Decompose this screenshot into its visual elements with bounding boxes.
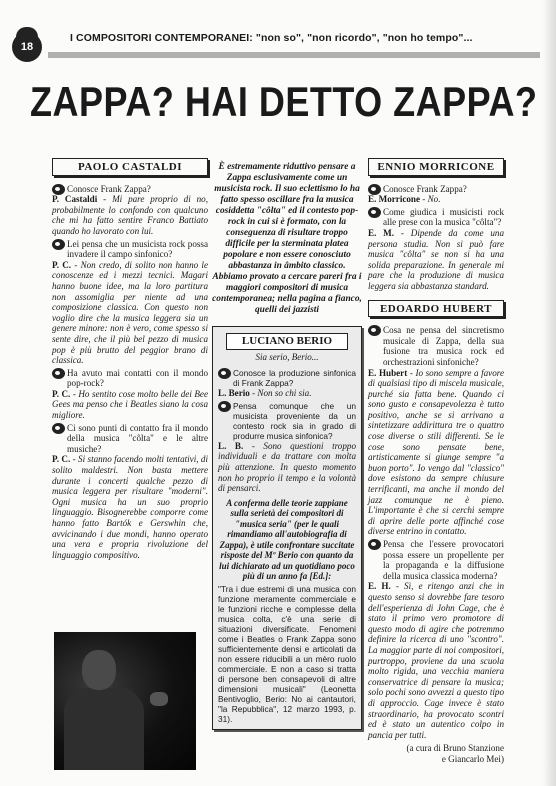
answer-text: - Si stanno facendo molti tentativi, di solito maldestri. Non basta mettere durante i concerti qualche pezzo di musica leggera per risultare "moderni". Ogni musica ha un suo proprio linguaggio. Bisognerebbe comporre come hanno fatto Bartók e Gerswhin che, avvicinando i due mondi, hanno operato una vera e propria rivoluzione del linguaggio compositivo. [52, 454, 208, 560]
answer-text: - Dipende da come una persona studia. Non si può fare musica "côlta" se non si ha una solida preparazione. In generale mi pare che la produzione di musica leggera sia abbastanza standard. [368, 227, 504, 291]
question-bullet-icon [368, 207, 381, 218]
question-text: Come giudica i musicisti rock alle prese con la musica "côlta"? [383, 206, 504, 228]
question-bullet-icon [218, 401, 231, 412]
qa-item [368, 184, 504, 205]
question-text: Ha avuto mai contatti con il mondo pop-rock? [67, 367, 208, 389]
berio-name-box: LUCIANO BERIO [226, 333, 348, 350]
qa-item [52, 184, 208, 237]
middle-column [212, 162, 362, 730]
answer-text: - Non so chi sia. [249, 388, 312, 399]
header-rule [48, 52, 540, 58]
morricone-name-box: ENNIO MORRICONE [368, 158, 504, 176]
berio-box [212, 326, 362, 730]
qa-item [52, 239, 208, 366]
page-edge-shadow [542, 0, 556, 786]
question-text: Lei pensa che un musicista rock possa invadere il campo sinfonico? [67, 238, 208, 260]
question-bullet-icon [52, 423, 65, 434]
speaker-name: L. Berio [218, 388, 250, 399]
page-number-badge [12, 32, 42, 62]
speaker-name: P. C. [52, 259, 72, 270]
question-text: Pensa che l'essere provocatori possa essere un propellente per la propaganda e la diffusione della musica classica moderna? [383, 539, 504, 581]
answer-text: - Io sono sempre a favore di qualsiasi tipo di miscela musicale, purché sia fatta bene. Quando ci sono gusto e consapevolezza è tutto positivo, anche se si arrivano a sintetizzare addirittura tre o quattro cose diverse o stili differenti. Se le cose sono pensate bene, artisticamente si giunge sempre "a buon porto". Io vengo dal "classico" dove esistono da sempre chiusure terrificanti, ma anche il mondo del jazz comunque ne è pieno. L'importante è che si cerchi sempre di aprire delle porte affinché cose diverse entrino in contatto. [368, 367, 504, 537]
castaldi-name-box: PAOLO CASTALDI [52, 158, 208, 176]
speaker-name: E. Morricone [368, 194, 421, 205]
question-bullet-icon [52, 368, 65, 379]
photo-figure-head [82, 650, 116, 690]
zappa-photo [54, 632, 196, 770]
answer-text: - Non credo, di solito non hanno le conoscenze ed i mezzi tecnici. Magari hanno buone idee, ma la loro partitura non assomiglia per niente ad una composizione classica. Con questo non voglio dire che la musica leggera sia un genere minore: non è vero, come spesso si sente dire, che il più bel pezzo di musica pop è più brutto del peggior brano di classica. [52, 259, 208, 366]
page-header [12, 30, 544, 62]
page-number: 18 [20, 41, 34, 53]
question-bullet-icon [368, 539, 381, 550]
speaker-name: P. C. [52, 454, 71, 465]
berio-subtitle: Sia serio, Berio... [255, 351, 319, 362]
answer-text: - No. [420, 194, 441, 205]
berio-quote: "Tra i due estremi di una musica con funzione meramente commerciale e le funzioni ricche e complesse della musica colta, c'è una serie di situazioni diversificate. Fenomeni come i Beatles o Frank Zappa sono sufficientemente densi e articolati da non essere riducibili a un mèro ruolo commerciale. E non a caso si tratta di persone ben consapevoli di altre dimensioni musicali" (Leonetta Bentivoglio, Berio: No ai cantautori, "la Repubblica", 12 marzo 1993, p. 31). [218, 583, 356, 724]
answer-text: - Sì, e ritengo anzi che in questo senso si dovrebbe fare tesoro dell'esperienza di John Cage, che è stato il primo vero promotore di questo modo di agire che potremmo definire la ricerca di uno "scontro". La maggior parte di noi compositori, purtroppo, proviene da una scuola molto rigida, una vecchia maniera conservatrice di pensare la musica; solo pochi sono avvezzi a questo tipo di approccio. Cage invece è stato straordinario, ha provocato scontri ed è stato un autentico colpo in pancia per tutti. [368, 581, 504, 740]
magazine-logo-icon [16, 27, 38, 37]
answer-text: - Mi pare proprio di no, probabilmente lo confondo con qualcuno che mi ha fatto sentire Franco Battiato quando ho lavorato con lui. [52, 194, 208, 236]
hubert-name-box: EDOARDO HUBERT [368, 300, 504, 318]
credit-line: (a cura di Bruno Stanzione [406, 743, 504, 754]
answer-text: - Ho sentito cose molto belle dei Bee Gees ma penso che i Beatles siano la cosa migliore. [52, 388, 208, 421]
qa-item [52, 423, 208, 561]
qa-item [218, 368, 356, 399]
credit-line: e Giancarlo Mei) [441, 753, 504, 764]
right-column [368, 158, 504, 764]
question-bullet-icon [52, 184, 65, 195]
speaker-name: L. B. [218, 440, 244, 451]
question-bullet-icon [218, 368, 231, 379]
question-text: Ci sono punti di contatto fra il mondo della musica "côlta" e le altre musiche? [67, 422, 208, 454]
castaldi-column [52, 158, 208, 562]
question-bullet-icon [52, 239, 65, 250]
qa-item [368, 539, 504, 740]
answer-text: - Sono questioni troppo individuali e da trattare con molta più attenzione. In questo momento non ho proprio il tempo e la volontà di pensarci. [218, 440, 356, 494]
speaker-name: E. Hubert [368, 367, 408, 378]
speaker-name: P. C. [52, 388, 71, 399]
question-bullet-icon [368, 184, 381, 195]
question-bullet-icon [368, 325, 381, 336]
qa-item [218, 401, 356, 494]
question-text: Conosce la produzione sinfonica di Frank Zappa? [233, 368, 356, 389]
qa-item [368, 207, 504, 292]
series-title: I COMPOSITORI CONTEMPORANEI: "non so", "non ricordo", "non ho tempo"... [70, 32, 473, 44]
question-text: Pensa comunque che un musicista proveniente da un contesto rock sia in grado di produrre musica sinfonica? [233, 400, 356, 441]
question-text: Conosce Frank Zappa? [67, 183, 151, 194]
berio-quote-intro: A conferma delle teorie zappiane sulla serietà dei compositori di "musica seria" (per le quali rimandiamo all'autobiografia di Zappa), è utile confrontare succitate risposte del Mº Berio con quanto da lui dichiarato ad un quotidiano poco più di un anno fa [Ed.]: [219, 497, 355, 582]
article-intro: È estremamente riduttivo pensare a Zappa esclusivamente come un musicista rock. Il suo eclettismo lo ha fatto spesso oscillare fra la musica cosiddetta "côlta" ed il contesto pop-rock in cui si è formato, con la conseguenza di risultare troppo difficile per la sterminata platea popolare e non essere conosciuto abbastanza in âmbito classico. Abbiamo provato a cercare pareri fra i maggiori compositori di musica contemporanea; nella pagina a fianco, quelli dei jazzisti [212, 162, 362, 315]
speaker-name: E. H. [368, 581, 391, 592]
speaker-name: E. M. [368, 227, 395, 238]
article-title: ZAPPA? HAI DETTO ZAPPA? [30, 78, 538, 126]
speaker-name: P. Castaldi [52, 194, 98, 205]
photo-figure-body [64, 688, 144, 770]
qa-item [52, 368, 208, 421]
qa-item [368, 325, 504, 537]
photo-figure-hand [150, 692, 168, 706]
question-text: Cosa ne pensa del sincretismo musicale di Zappa, della sua fusione tra musica rock ed orchestrazioni sinfoniche? [383, 325, 504, 367]
question-text: Conosce Frank Zappa? [383, 183, 467, 194]
